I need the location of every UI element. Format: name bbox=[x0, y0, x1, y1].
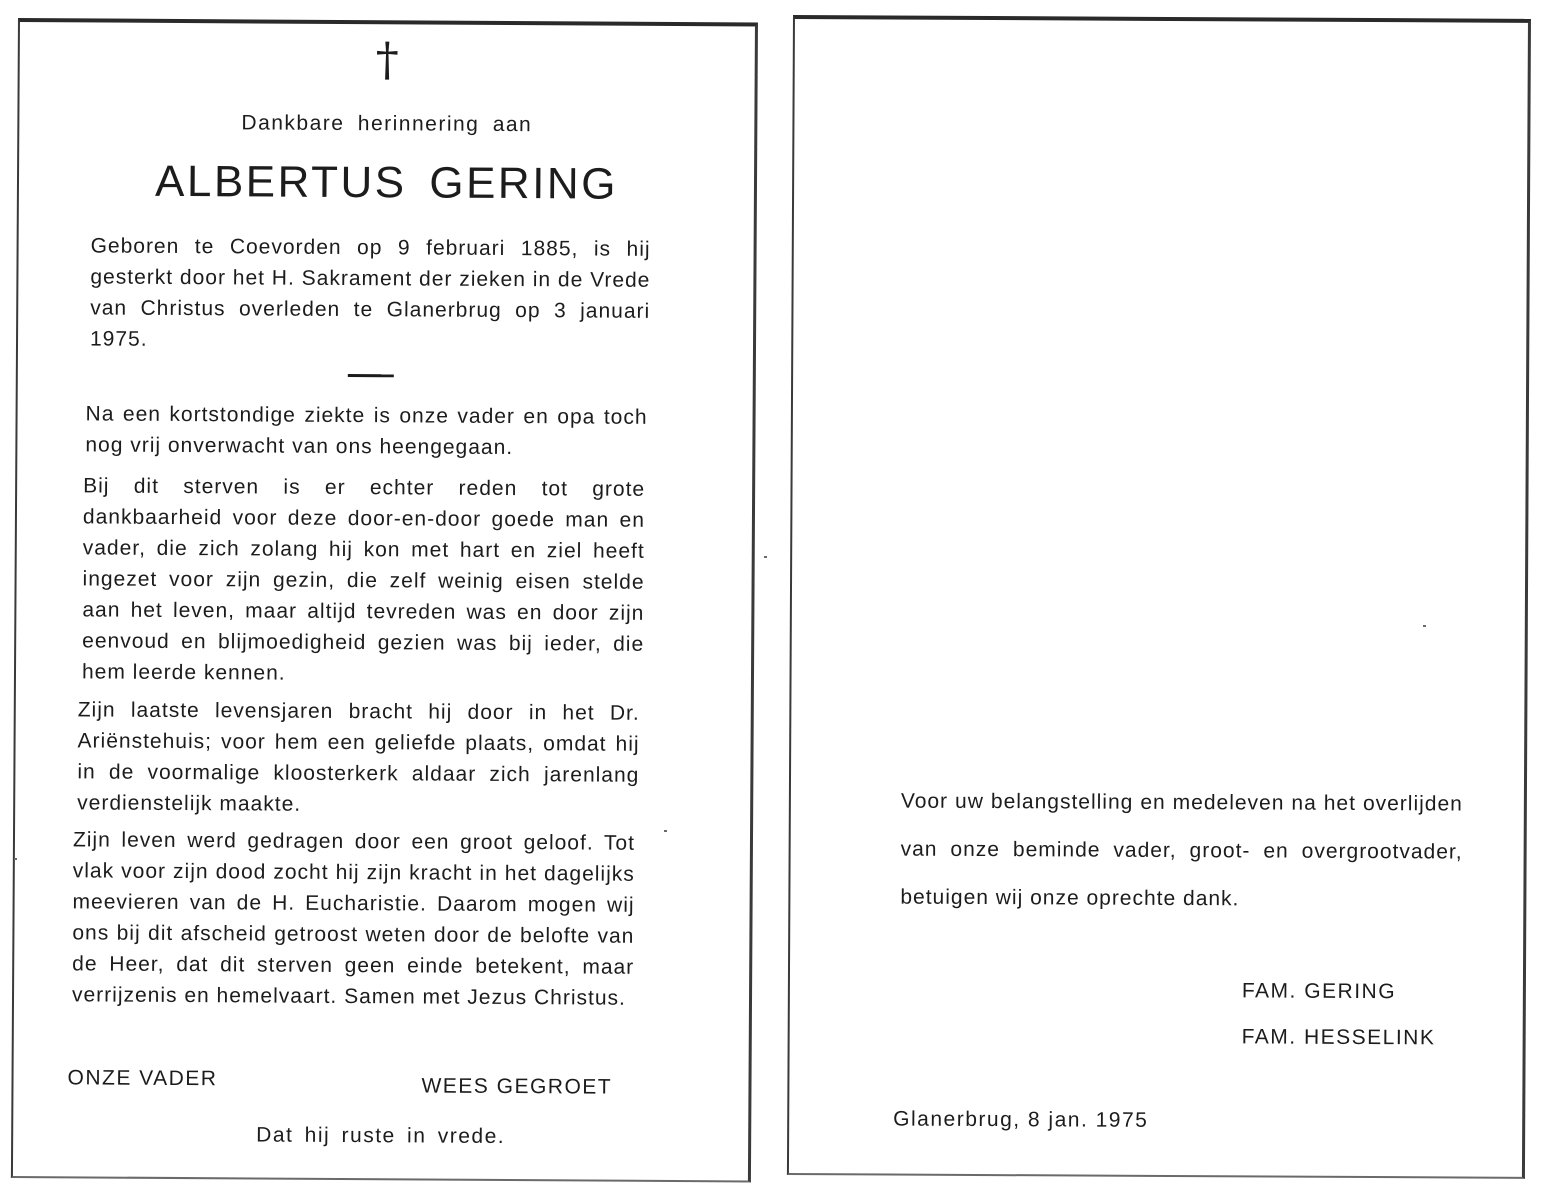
place-date: Glanerbrug, 8 jan. 1975 bbox=[893, 1107, 1149, 1132]
paragraph-gratitude: Bij dit sterven is er echter reden tot grote dankbaarheid voor deze door-en-door goede man en vader, die zich zolang hij kon met hart en ziel heeft ingezet voor zijn gezin, die zelf weinig eisen stelde aan het leven, maar altijd tevreden was en door zijn eenvoud en blijmoedigheid gezien was bij ieder, die hem leerde kennen. bbox=[81, 474, 646, 685]
scan-speck bbox=[764, 556, 767, 558]
paragraph-last-years: Zijn laatste levensjaren bracht hij door in het Dr. Ariënstehuis; voor hem een geliefde plaats, omdat hij in de voormalige kloosterkerk aldaar zich jarenlang verdienstelijk maakte. bbox=[77, 698, 640, 816]
divider-line bbox=[348, 374, 394, 377]
closing-line: Dat hij ruste in vrede. bbox=[256, 1123, 506, 1148]
family-signature-gering: FAM. GERING bbox=[1241, 979, 1397, 1004]
thanks-paragraph: Voor uw belangstelling en medeleven na het overlijden van onze beminde vader, groot- en overgrootvader, betuigen wij onze oprechte dank. bbox=[900, 789, 1463, 911]
memorial-card-back bbox=[787, 15, 1531, 1179]
family-signature-hesselink: FAM. HESSELINK bbox=[1241, 1025, 1436, 1050]
memorial-card-front bbox=[11, 18, 758, 1182]
cross-icon: † bbox=[375, 32, 399, 87]
paragraph-illness: Na een kortstondige ziekte is onze vader en opa toch nog vrij onverwacht van ons heengegaan. bbox=[85, 402, 648, 460]
scan-speck bbox=[1423, 625, 1426, 627]
scan-speck bbox=[664, 830, 667, 832]
paragraph-faith: Zijn leven werd gedragen door een groot geloof. Tot vlak voor zijn dood zocht hij zijn kracht in het dagelijks meevieren van de H. Eucharistie. Daarom mogen wij ons bij dit afscheid getroost weten door de belofte van de Heer, dat dit sterven geen einde betekent, maar verrijzenis en hemelvaart. Samen met Jezus Christus. bbox=[71, 828, 636, 1010]
prayer-wees-gegroet: WEES GEGROET bbox=[421, 1074, 613, 1099]
deceased-name: ALBERTUS GERING bbox=[154, 156, 619, 209]
intro-line: Dankbare herinnering aan bbox=[241, 111, 533, 137]
birth-death-paragraph: Geboren te Coevorden op 9 februari 1885, is hij gesterkt door het H. Sakrament der zieken in de Vrede van Christus overleden te Glanerbrug op 3 januari 1975. bbox=[89, 234, 651, 351]
scan-speck bbox=[14, 858, 17, 860]
prayer-onze-vader: ONZE VADER bbox=[67, 1066, 218, 1091]
